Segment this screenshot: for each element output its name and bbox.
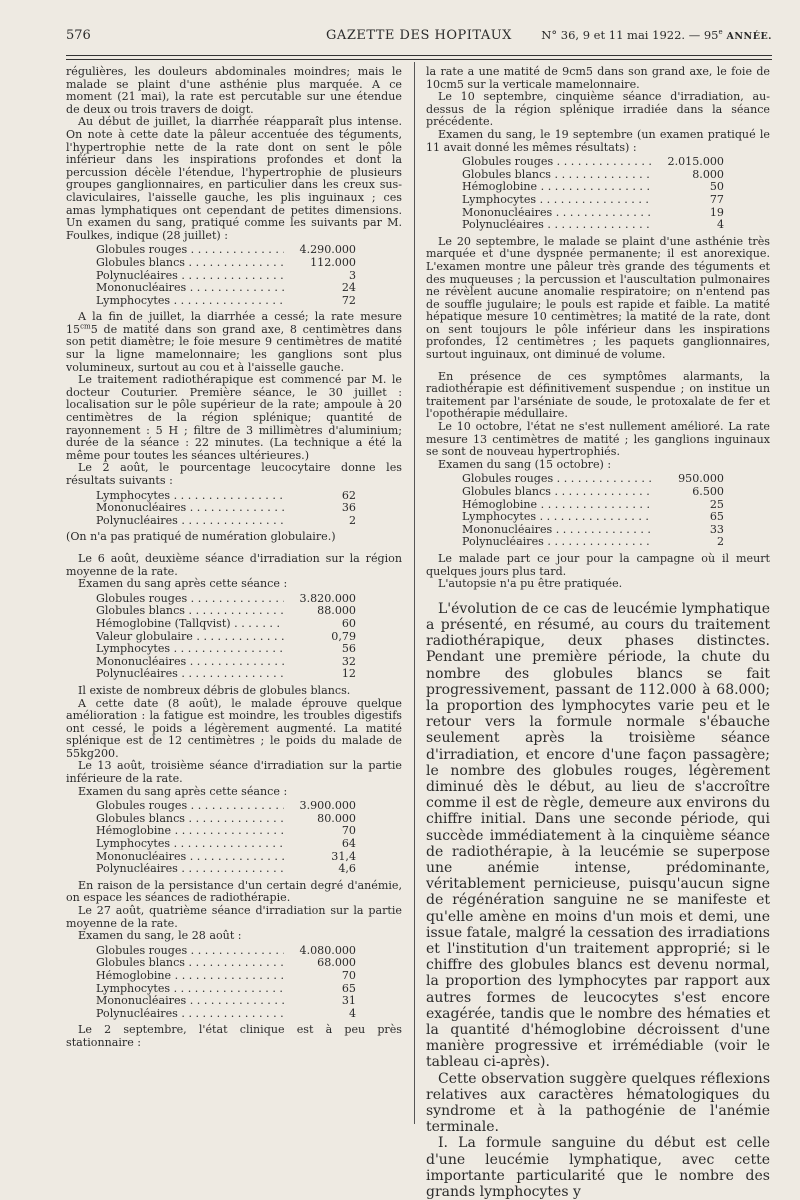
- header-rule-thick: [66, 55, 772, 56]
- table-row: [462, 473, 724, 486]
- blood-table: [96, 800, 356, 876]
- paragraph: Le 10 octobre, l'état ne s'est nullement amélioré. La rate mesure 13 centimètres de matité ; les ganglions inguinaux se sont de nouveau hypertrophiés.: [426, 420, 770, 459]
- row-label: Mononucléaires . . .: [96, 502, 284, 515]
- paragraph: I. La formule sanguine du début est celle d'une leucémie lymphatique, avec cette importante particularité que le nombre des grands lymphocytes y: [426, 1135, 770, 1200]
- row-label: Globules rouges . . .: [462, 156, 652, 169]
- table-row: [96, 970, 356, 983]
- table-row: [462, 499, 724, 512]
- column-divider: [414, 62, 415, 1124]
- row-value: 950.000: [678, 472, 724, 486]
- table-row: [96, 838, 356, 851]
- row-label: Hémoglobine . . .: [96, 825, 284, 838]
- issue-info: N° 36, 9 et 11 mai 1922. — 95e ANNÉE.: [541, 28, 772, 42]
- row-label: Globules rouges . . .: [96, 945, 284, 958]
- row-value: 50: [709, 180, 724, 194]
- row-value: 0,79: [331, 629, 356, 643]
- row-label: Globules blancs . . .: [96, 813, 284, 826]
- row-value: 3: [348, 268, 356, 282]
- blood-table: [462, 156, 724, 232]
- paragraph: L'autopsie n'a pu être pratiquée.: [438, 577, 623, 591]
- paragraph: A la fin de juillet, la diarrhée a cessé; la rate mesure $15^{cm}5$ de matité dans son grand axe, 8 centimètres dans son petit diamètre; le foie mesure 9 centimètres de matité sur la ligne mamelonnaire; les ganglions sont plus volumineux, surtout au cou et à l'aisselle gauche.: [66, 310, 402, 374]
- table-row: [96, 983, 356, 996]
- row-label: Globules rouges . . .: [96, 800, 284, 813]
- row-label: Polynucléaires . . .: [96, 270, 284, 283]
- row-value: 88.000: [317, 604, 356, 618]
- row-label: Mononucléaires . . .: [96, 995, 284, 1008]
- table-row: [96, 995, 356, 1008]
- paragraph: régulières, les douleurs abdominales moindres; mais le malade se plaint d'une asthénie plus marquée. A ce moment (21 mai), la rate est percutable sur une étendue de deux ou trois travers de doigt.: [66, 65, 402, 116]
- table-row: [96, 605, 356, 618]
- paragraph: Le 13 août, troisième séance d'irradiation sur la partie inférieure de la rate.: [66, 759, 402, 786]
- header-rule-thin: [66, 59, 772, 60]
- row-value: 33: [709, 522, 724, 536]
- table-row: [96, 813, 356, 826]
- row-value: 3.900.000: [299, 799, 356, 813]
- row-value: 80.000: [317, 811, 356, 825]
- blood-table: [96, 593, 356, 681]
- row-value: 77: [709, 192, 724, 206]
- paragraph: Le 27 août, quatrième séance d'irradiation sur la partie moyenne de la rate.: [66, 904, 402, 930]
- left-column: [66, 66, 402, 1050]
- row-value: 4: [716, 218, 724, 232]
- table-row: [96, 851, 356, 864]
- blood-table: [96, 490, 356, 528]
- row-label: Globules blancs . . .: [96, 257, 284, 270]
- blood-table: [96, 244, 356, 307]
- row-value: 3.820.000: [299, 591, 356, 605]
- table-row: [462, 219, 724, 232]
- row-label: Globules rouges . . .: [96, 244, 284, 257]
- table-row: [96, 295, 356, 308]
- row-value: 8.000: [692, 167, 724, 181]
- paragraph: Le 10 septembre, cinquième séance d'irradiation, au-dessus de la région splénique irradiée dans la séance précédente.: [426, 90, 770, 129]
- row-value: 19: [709, 205, 724, 219]
- journal-title: GAZETTE DES HOPITAUX: [326, 28, 512, 43]
- row-label: Polynucléaires . . .: [96, 863, 284, 876]
- table-row: [96, 825, 356, 838]
- paragraph: A cette date (8 août), le malade éprouve quelque amélioration : la fatigue est moindre, les troubles digestifs ont cessé, le poids a légèrement augmenté. La matité splénique est de 12 centimètres ; le poids du malade de 55kg200.: [66, 696, 402, 760]
- row-value: 6.500: [692, 485, 724, 498]
- row-value: 2: [716, 535, 724, 549]
- row-label: Lymphocytes . . .: [96, 295, 284, 308]
- row-label: Valeur globulaire . . .: [96, 631, 284, 644]
- row-label: Globules blancs . . .: [96, 605, 284, 618]
- right-column: [426, 66, 770, 1200]
- row-label: Hémoglobine . . .: [462, 181, 652, 194]
- row-value: 4.290.000: [299, 243, 356, 257]
- row-label: Mononucléaires . . .: [96, 282, 284, 295]
- row-label: Lymphocytes . . .: [96, 838, 284, 851]
- table-row: [96, 515, 356, 528]
- row-label: Lymphocytes . . .: [462, 194, 652, 207]
- row-value: 112.000: [310, 255, 356, 269]
- row-value: 64: [341, 837, 356, 851]
- row-value: 2.015.000: [667, 155, 724, 169]
- row-value: 65: [709, 510, 724, 524]
- paragraph: Le 2 août, le pourcentage leucocytaire donne les résultats suivants :: [66, 461, 402, 487]
- table-row: [96, 490, 356, 503]
- table-row: [96, 618, 356, 631]
- paragraph: Examen du sang (15 octobre) :: [438, 457, 612, 471]
- paragraph: L'évolution de ce cas de leucémie lymphatique a présenté, en résumé, au cours du traitement radiothérapique, deux phases distinctes. Pendant une première période, la chute du nombre des globules blancs se fait progressivement, passant de 112.000 à 68.000; la proportion des lymphocytes varie peu et le retour vers la formule normale s'ébauche seulement après la troisième séance d'irradiation, et encore d'une façon passagère; le nombre des globules rouges, légèrement diminué dès le début, au lieu de s'accroître comme il est de règle, demeure aux environs du chiffre initial. Dans une seconde période, qui succède immédiatement à la cinquième séance de radiothérapie, à la leucémie se superpose une anémie intense, prédominante, véritablement pernicieuse, puisqu'aucun signe de régénération sanguine ne se manifeste et qu'elle amène en moins d'un mois et demi, une issue fatale, malgré la cessation des irradiations et l'institution d'un traitement approprié; si le chiffre des globules blancs est devenu normal, la proportion des lymphocytes par rapport aux autres formes de leucocytes s'est encore exagérée, tandis que le nombre des hématies et la quantité d'hémoglobine décroissent d'une manière progressive et irrémédiable (voir le tableau ci-après).: [426, 600, 770, 1071]
- row-label: Globules blancs . . .: [462, 169, 652, 182]
- row-label: Lymphocytes . . .: [96, 490, 284, 503]
- table-row: [96, 643, 356, 656]
- row-label: Lymphocytes . . .: [96, 643, 284, 656]
- row-value: 2: [348, 513, 356, 527]
- table-row: [96, 282, 356, 295]
- table-row: [96, 1008, 356, 1021]
- row-label: Globules rouges . . .: [96, 593, 284, 606]
- row-label: Mononucléaires . . .: [462, 207, 652, 220]
- paragraph: Examen du sang après cette séance :: [78, 784, 288, 798]
- row-label: Polynucléaires . . .: [96, 515, 284, 528]
- row-value: 4,6: [338, 862, 356, 876]
- table-row: [462, 536, 724, 549]
- row-label: Lymphocytes . . .: [462, 511, 652, 524]
- row-label: Globules blancs . . .: [96, 957, 284, 970]
- table-row: [96, 631, 356, 644]
- row-label: Hémoglobine . . .: [462, 499, 652, 512]
- paragraph: Examen du sang, le 19 septembre (un examen pratiqué le 11 avait donné les mêmes résultats) :: [426, 127, 770, 154]
- table-row: [96, 800, 356, 813]
- row-value: 31,4: [331, 849, 356, 863]
- row-label: Mononucléaires . . .: [96, 656, 284, 669]
- row-value: 24: [341, 281, 356, 295]
- row-label: Hémoglobine . . .: [96, 970, 284, 983]
- paragraph: Le malade part ce jour pour la campagne où il meurt quelques jours plus tard.: [426, 551, 770, 578]
- table-row: [462, 524, 724, 537]
- paragraph: Examen du sang, le 28 août :: [78, 929, 242, 943]
- table-row: [96, 668, 356, 681]
- table-row: [462, 181, 724, 194]
- row-label: Globules blancs . . .: [462, 486, 652, 499]
- blood-table: [96, 945, 356, 1021]
- row-value: 4.080.000: [299, 943, 356, 957]
- row-label: Polynucléaires . . .: [462, 536, 652, 549]
- table-row: [462, 194, 724, 207]
- row-label: Polynucléaires . . .: [96, 1008, 284, 1021]
- blood-table: [462, 473, 724, 549]
- table-row: [462, 486, 724, 499]
- paragraph: Le traitement radiothérapique est commencé par M. le docteur Couturier. Première séance, le 30 juillet : localisation sur le pôle supérieur de la rate; ampoule à 20 centimètres de la région splénique; quantité de rayonnement : 5 H ; filtre de 3 millimètres d'aluminium; durée de la séance : 22 minutes. (La technique a été la même pour toutes les séances ultérieures.): [66, 373, 402, 462]
- paragraph: Le 2 septembre, l'état clinique est à peu près stationnaire :: [66, 1023, 402, 1049]
- row-label: Polynucléaires . . .: [462, 219, 652, 232]
- table-row: [96, 270, 356, 283]
- page-number: 576: [66, 28, 91, 43]
- row-value: 56: [341, 642, 356, 656]
- row-value: 72: [341, 293, 356, 307]
- row-label: Polynucléaires . . .: [96, 668, 284, 681]
- row-value: 70: [341, 968, 356, 982]
- table-row: [96, 957, 356, 970]
- paragraph: En présence de ces symptômes alarmants, la radiothérapie est définitivement suspendue ; on institue un traitement par l'arséniate de soude, le protoxalate de fer et l'opothérapie médullaire.: [426, 369, 770, 421]
- paragraph: Il existe de nombreux débris de globules blancs.: [78, 683, 351, 697]
- row-value: 70: [341, 824, 356, 838]
- paragraph: En raison de la persistance d'un certain degré d'anémie, on espace les séances de radiothérapie.: [66, 878, 402, 905]
- row-label: Lymphocytes . . .: [96, 983, 284, 996]
- table-row: [462, 207, 724, 220]
- row-value: 60: [341, 616, 356, 630]
- table-row: [96, 863, 356, 876]
- table-row: [462, 156, 724, 169]
- row-value: 68.000: [317, 956, 356, 970]
- paragraph: (On n'a pas pratiqué de numération globulaire.): [66, 530, 336, 544]
- row-label: Mononucléaires . . .: [96, 851, 284, 864]
- row-value: 65: [341, 981, 356, 995]
- row-value: 25: [709, 497, 724, 511]
- row-value: 4: [348, 1006, 356, 1020]
- table-row: [462, 511, 724, 524]
- row-value: 31: [341, 994, 356, 1008]
- row-value: 32: [341, 654, 356, 668]
- table-row: [96, 656, 356, 669]
- table-row: [96, 257, 356, 270]
- paragraph: Cette observation suggère quelques réflexions relatives aux caractères hématologiques du syndrome et à la pathogénie de l'anémie terminale.: [426, 1070, 770, 1136]
- paragraph: Le 6 août, deuxième séance d'irradiation sur la région moyenne de la rate.: [66, 551, 402, 578]
- paragraph: la rate a une matité de 9cm5 dans son grand axe, le foie de 10cm5 sur la verticale mamelonnaire.: [426, 65, 770, 91]
- table-row: [462, 169, 724, 182]
- row-label: Globules rouges . . .: [462, 473, 652, 486]
- paragraph: Au début de juillet, la diarrhée réapparaît plus intense. On note à cette date la pâleur accentuée des téguments, l'hypertrophie nette de la rate dont on sent le pôle inférieur dans les inspirations profondes et dont la percussion décèle l'étendue, l'hypertrophie de plusieurs groupes ganglionnaires, en particulier dans les creux sus-claviculaires, l'aisselle gauche, les plis inguinaux ; ces amas lymphatiques ont cependant de petites dimensions. Un examen du sang, pratiqué comme les suivants par M. Foulkes, indique (28 juillet) :: [66, 115, 402, 242]
- row-label: Hémoglobine (Tallqvist) . . .: [96, 618, 284, 631]
- row-value: 36: [341, 501, 356, 515]
- row-value: 12: [341, 667, 356, 681]
- row-value: 62: [341, 488, 356, 502]
- row-label: Mononucléaires . . .: [462, 524, 652, 537]
- table-row: [96, 502, 356, 515]
- page-header: [66, 28, 772, 48]
- paragraph: Examen du sang après cette séance :: [78, 577, 288, 591]
- paragraph: Le 20 septembre, le malade se plaint d'une asthénie très marquée et d'une dyspnée permanente; il est anorexique. L'examen montre une pâleur très grande des téguments et des muqueuses ; la percussion et l'auscultation pulmonaires ne révèlent aucune anomalie respiratoire; on n'entend pas de souffle jugulaire; le pouls est rapide et faible. La matité hépatique mesure 10 centimètres; la matité de la rate, dont on sent toujours le pôle inférieur dans les inspirations profondes, 12 centimètres ; les paquets ganglionnaires, surtout inguinaux, ont diminué de volume.: [426, 234, 770, 362]
